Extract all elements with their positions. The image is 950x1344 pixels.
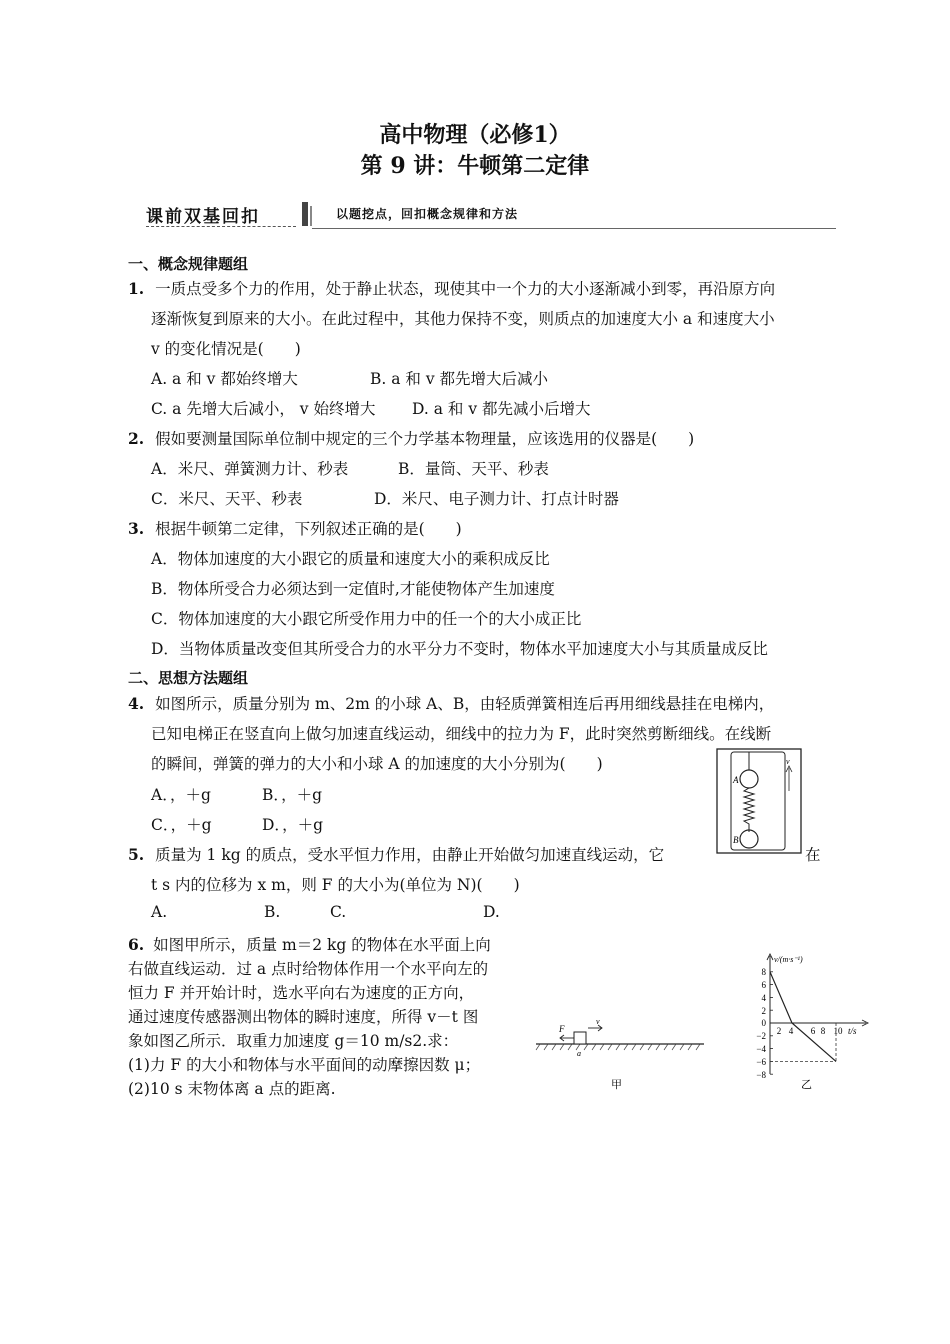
velocity-line bbox=[770, 972, 836, 1062]
question-stem-line: v 的变化情况是( ) bbox=[151, 340, 301, 358]
question-5 bbox=[128, 843, 664, 865]
question-stem-line: t s 内的位移为 x m，则 F 的大小为(单位为 N)( ) bbox=[151, 876, 520, 894]
figure-caption: 甲 bbox=[611, 1078, 622, 1091]
figure-caption: 乙 bbox=[801, 1078, 812, 1091]
x-tick: 8 bbox=[820, 1026, 826, 1036]
y-tick: −8 bbox=[756, 1070, 766, 1080]
question-stem: 一质点受多个力的作用，处于静止状态，现使其中一个力的大小逐渐减小到零，再沿原方向 bbox=[155, 280, 776, 298]
question-stem-line: 象如图乙所示．取重力加速度 g＝10 m/s2.求： bbox=[128, 1032, 459, 1050]
section-heading: 二、思想方法题组 bbox=[128, 669, 249, 687]
y-tick: 6 bbox=[761, 980, 766, 990]
option-a: A．物体加速度的大小跟它的质量和速度大小的乘积成反比 bbox=[151, 550, 550, 568]
banner-rule bbox=[312, 228, 836, 229]
y-tick: 4 bbox=[761, 993, 766, 1003]
question-number: 5. bbox=[128, 845, 145, 864]
x-tick: 6 bbox=[810, 1026, 816, 1036]
question-stem-line: 的瞬间，弹簧的弹力的大小和小球 A 的加速度的大小分别为( ) bbox=[151, 755, 603, 773]
option-a: A．，＋g bbox=[151, 786, 211, 804]
question-stem: 根据牛顿第二定律，下列叙述正确的是( ) bbox=[155, 520, 462, 538]
question-2 bbox=[128, 427, 694, 449]
ball-b-label: B bbox=[733, 835, 739, 845]
option-b: B．物体所受合力必须达到一定值时,才能使物体产生加速度 bbox=[151, 580, 555, 598]
y-axis-label: v/(m·s⁻¹) bbox=[774, 955, 803, 964]
question-stem: 质量为 1 kg 的质点，受水平恒力作用，由静止开始做匀加速直线运动，它 bbox=[155, 846, 665, 864]
question-number: 2. bbox=[128, 429, 145, 448]
section-heading: 一、概念规律题组 bbox=[128, 255, 249, 273]
banner-divider-thin bbox=[310, 206, 312, 226]
y-tick: −6 bbox=[756, 1057, 766, 1067]
question-6 bbox=[128, 933, 491, 955]
option-d: D．米尺、电子测力计、打点计时器 bbox=[374, 490, 619, 508]
banner-underline bbox=[146, 226, 296, 227]
option-d: D. a 和 v 都先减小后增大 bbox=[412, 400, 591, 418]
question-number: 1. bbox=[128, 279, 145, 298]
velocity-label: v bbox=[596, 1017, 600, 1026]
option-c: C．物体加速度的大小跟它所受作用力中的任一个的大小成正比 bbox=[151, 610, 582, 628]
question-stem-line: 右做直线运动．过 a 点时给物体作用一个水平向左的 bbox=[128, 960, 489, 978]
y-tick: 0 bbox=[761, 1018, 766, 1028]
figure-yi-vt-graph bbox=[748, 948, 878, 1094]
option-c: C. a 先增大后减小， v 始终增大 bbox=[151, 400, 376, 418]
option-b: B. a 和 v 都先增大后减小 bbox=[370, 370, 549, 388]
question-stem-line: 恒力 F 并开始计时，选水平向右为速度的正方向， bbox=[128, 984, 475, 1002]
ball-a-label: A bbox=[733, 775, 739, 785]
page-title: 高中物理（必修1） bbox=[379, 122, 571, 148]
banner-label: 课前双基回扣 bbox=[146, 207, 260, 227]
x-axis-label: t/s bbox=[848, 1026, 857, 1036]
option-c: C. bbox=[330, 903, 347, 921]
question-number: 4. bbox=[128, 694, 145, 713]
lesson-title: 第 9 讲：牛顿第二定律 bbox=[360, 153, 590, 179]
point-a-label: a bbox=[577, 1049, 581, 1058]
question-stem-line: 逐渐恢复到原来的大小。在此过程中，其他力保持不变，则质点的加速度大小 a 和速度大小 bbox=[151, 310, 775, 328]
y-tick: −2 bbox=[756, 1031, 766, 1041]
question-stem: 假如要测量国际单位制中规定的三个力学基本物理量，应该选用的仪器是( ) bbox=[155, 430, 695, 448]
option-b: B．量筒、天平、秒表 bbox=[398, 460, 549, 478]
x-tick: 10 bbox=[833, 1026, 843, 1036]
option-a: A．米尺、弹簧测力计、秒表 bbox=[151, 460, 349, 478]
figure-jia bbox=[534, 1014, 706, 1094]
question-number: 6. bbox=[128, 935, 145, 954]
option-d: D．当物体质量改变但其所受合力的水平分力不变时，物体水平加速度大小与其质量成反比 bbox=[151, 640, 768, 658]
sub-question-1: (1)力 F 的大小和物体与水平面间的动摩擦因数 μ； bbox=[128, 1056, 481, 1074]
question-3 bbox=[128, 517, 462, 539]
option-c: C．，＋g bbox=[151, 816, 212, 834]
y-tick: 2 bbox=[761, 1006, 766, 1016]
velocity-label: v bbox=[786, 757, 790, 766]
question-4 bbox=[128, 692, 774, 714]
question-stem: 如图所示，质量分别为 m、2m 的小球 A、B，由轻质弹簧相连后再用细线悬挂在电梯内， bbox=[155, 695, 775, 713]
y-tick: −4 bbox=[756, 1044, 766, 1054]
option-d: D. bbox=[483, 903, 500, 921]
x-tick: 4 bbox=[788, 1026, 794, 1036]
question-1 bbox=[128, 277, 775, 299]
banner-tagline: 以题挖点，回扣概念规律和方法 bbox=[336, 207, 519, 221]
question-number: 3. bbox=[128, 519, 145, 538]
sub-question-2: (2)10 s 末物体离 a 点的距离. bbox=[128, 1080, 336, 1098]
question-stem-line: 通过速度传感器测出物体的瞬时速度，所得 v－t 图 bbox=[128, 1008, 479, 1026]
banner-divider bbox=[302, 202, 308, 226]
option-d: D．，＋g bbox=[262, 816, 324, 834]
y-tick: 8 bbox=[761, 967, 766, 977]
elevator-spring-figure bbox=[714, 746, 806, 858]
section-banner bbox=[146, 202, 836, 230]
option-a: A. a 和 v 都始终增大 bbox=[151, 370, 298, 388]
option-a: A. bbox=[151, 903, 168, 921]
option-c: C．米尺、天平、秒表 bbox=[151, 490, 303, 508]
x-tick: 2 bbox=[776, 1026, 782, 1036]
question-stem: 如图甲所示，质量 m＝2 kg 的物体在水平面上向 bbox=[153, 936, 491, 954]
question-stem-line: 已知电梯正在竖直向上做匀加速直线运动，细线中的拉力为 F，此时突然剪断细线。在线断 bbox=[151, 725, 772, 743]
option-b: B．，＋g bbox=[262, 786, 323, 804]
question-stem-tail: 在 bbox=[805, 846, 821, 864]
option-b: B. bbox=[264, 903, 281, 921]
force-label: F bbox=[559, 1024, 565, 1034]
